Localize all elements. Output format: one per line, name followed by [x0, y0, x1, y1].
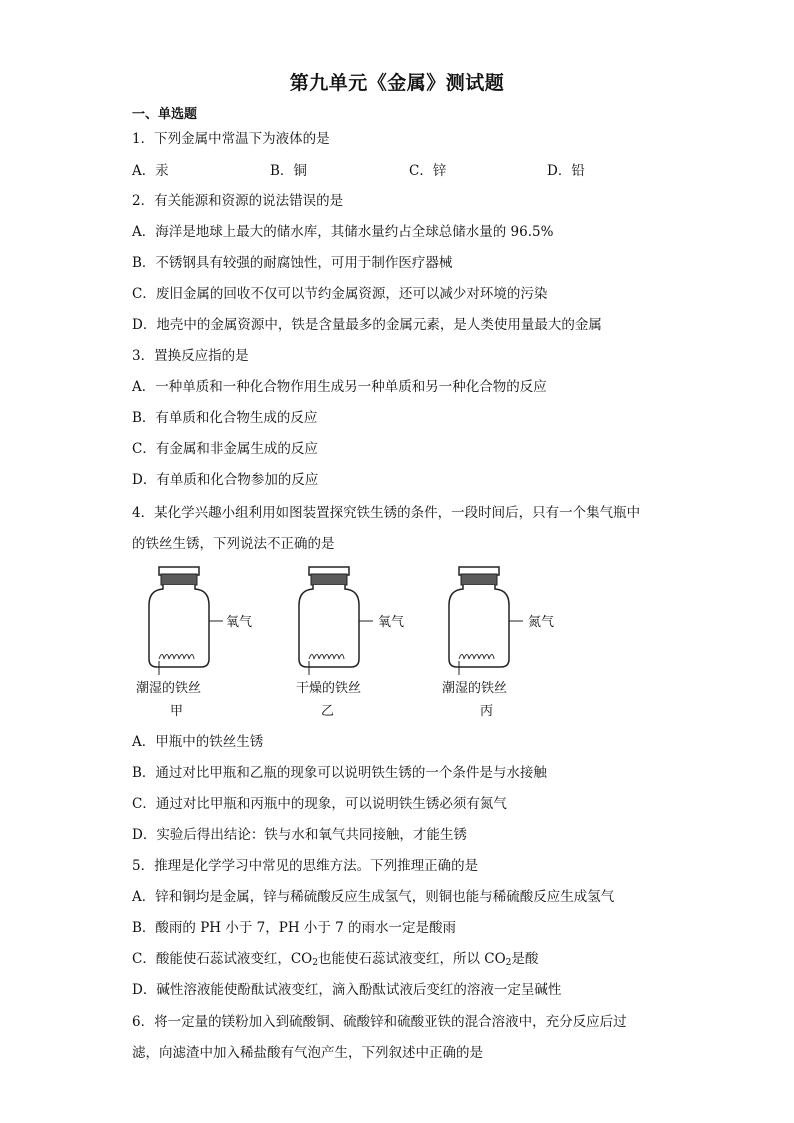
- q5-option-c-sub1: 2: [312, 958, 318, 968]
- q4-option-a: A．甲瓶中的铁丝生锈: [132, 734, 264, 750]
- q1-option-b: B．铜: [270, 163, 307, 179]
- q1-option-d: D．铅: [547, 163, 585, 179]
- q2-option-d: D．地壳中的金属资源中，铁是含量最多的金属元素，是人类使用量最大的金属: [132, 317, 602, 333]
- q2-option-a: A．海洋是地球上最大的储水库，其储水量约占全球总储水量的 96.5%: [132, 224, 554, 240]
- jar-jia-name-label: 甲: [170, 704, 184, 719]
- q2-option-b: B．不锈钢具有较强的耐腐蚀性，可用于制作医疗器械: [132, 255, 453, 271]
- q4-option-c: C．通过对比甲瓶和丙瓶中的现象，可以说明铁生锈必须有氮气: [132, 796, 507, 812]
- jar-bing-wire-label: 潮湿的铁丝: [442, 681, 508, 696]
- q5-option-b: B．酸雨的 PH 小于 7，PH 小于 7 的雨水一定是酸雨: [132, 920, 457, 936]
- jar-jia-wire-label: 潮湿的铁丝: [136, 681, 202, 696]
- jar-bing-name-label: 丙: [480, 704, 494, 719]
- gas-jar-bing: [449, 567, 523, 675]
- q5-option-c-part2: 也能使石蕊试液变红，所以 CO: [317, 951, 506, 967]
- q3-option-d: D．有单质和化合物参加的反应: [132, 472, 319, 488]
- page-title: 第九单元《金属》测试题: [289, 72, 505, 94]
- q1-option-c: C．锌: [409, 163, 447, 179]
- q4-option-d: D．实验后得出结论：铁与水和氧气共同接触，才能生锈: [132, 827, 467, 843]
- q5-stem: 5．推理是化学学习中常见的思维方法。下列推理正确的是: [132, 858, 479, 874]
- q2-option-c: C．废旧金属的回收不仅可以节约金属资源，还可以减少对环境的污染: [132, 286, 548, 302]
- q4-option-b: B．通过对比甲瓶和乙瓶的现象可以说明铁生锈的一个条件是与水接触: [132, 765, 547, 781]
- jar-bing-gas-label: 氮气: [528, 615, 555, 630]
- q6-stem-line1: 6．将一定量的镁粉加入到硫酸铜、硫酸锌和硫酸亚铁的混合溶液中，充分反应后过: [132, 1014, 627, 1030]
- gas-jar-apparatus-figure: [120, 563, 580, 723]
- jar-yi-gas-label: 氧气: [378, 615, 405, 630]
- q5-option-a: A．锌和铜均是金属，锌与稀硫酸反应生成氢气，则铜也能与稀硫酸反应生成氢气: [132, 889, 615, 905]
- jar-yi-wire-label: 干燥的铁丝: [296, 681, 362, 696]
- q6-stem-line2: 滤，向滤渣中加入稀盐酸有气泡产生，下列叙述中正确的是: [132, 1045, 483, 1061]
- q5-option-c-part1: C．酸能使石蕊试液变红，CO: [132, 951, 313, 967]
- q1-stem: 1．下列金属中常温下为液体的是: [132, 131, 330, 147]
- q5-option-c-sub2: 2: [505, 958, 512, 968]
- q4-stem-line2: 的铁丝生锈，下列说法不正确的是: [132, 536, 335, 552]
- q3-option-c: C．有金属和非金属生成的反应: [132, 441, 318, 457]
- apparatus-diagram: [120, 563, 580, 723]
- gas-jar-yi: [299, 567, 373, 675]
- q3-option-a: A．一种单质和一种化合物作用生成另一种单质和另一种化合物的反应: [132, 379, 547, 395]
- jar-jia-gas-label: 氧气: [226, 615, 253, 630]
- gas-jar-jia: [149, 567, 223, 675]
- q1-options: [132, 159, 732, 179]
- q5-option-c-part3: 是酸: [511, 951, 539, 967]
- q3-option-b: B．有单质和化合物生成的反应: [132, 410, 318, 426]
- q5-option-c: [132, 950, 538, 972]
- q1-option-a: A．汞: [132, 163, 169, 179]
- q3-stem: 3．置换反应指的是: [132, 348, 249, 364]
- q4-stem-line1: 4．某化学兴趣小组利用如图装置探究铁生锈的条件，一段时间后，只有一个集气瓶中: [132, 505, 641, 521]
- q2-stem: 2．有关能源和资源的说法错误的是: [132, 193, 344, 209]
- jar-yi-name-label: 乙: [321, 704, 335, 719]
- section-heading: 一、单选题: [132, 107, 198, 122]
- q5-option-d: D．碱性溶液能使酚酞试液变红，滴入酚酞试液后变红的溶液一定呈碱性: [132, 982, 562, 998]
